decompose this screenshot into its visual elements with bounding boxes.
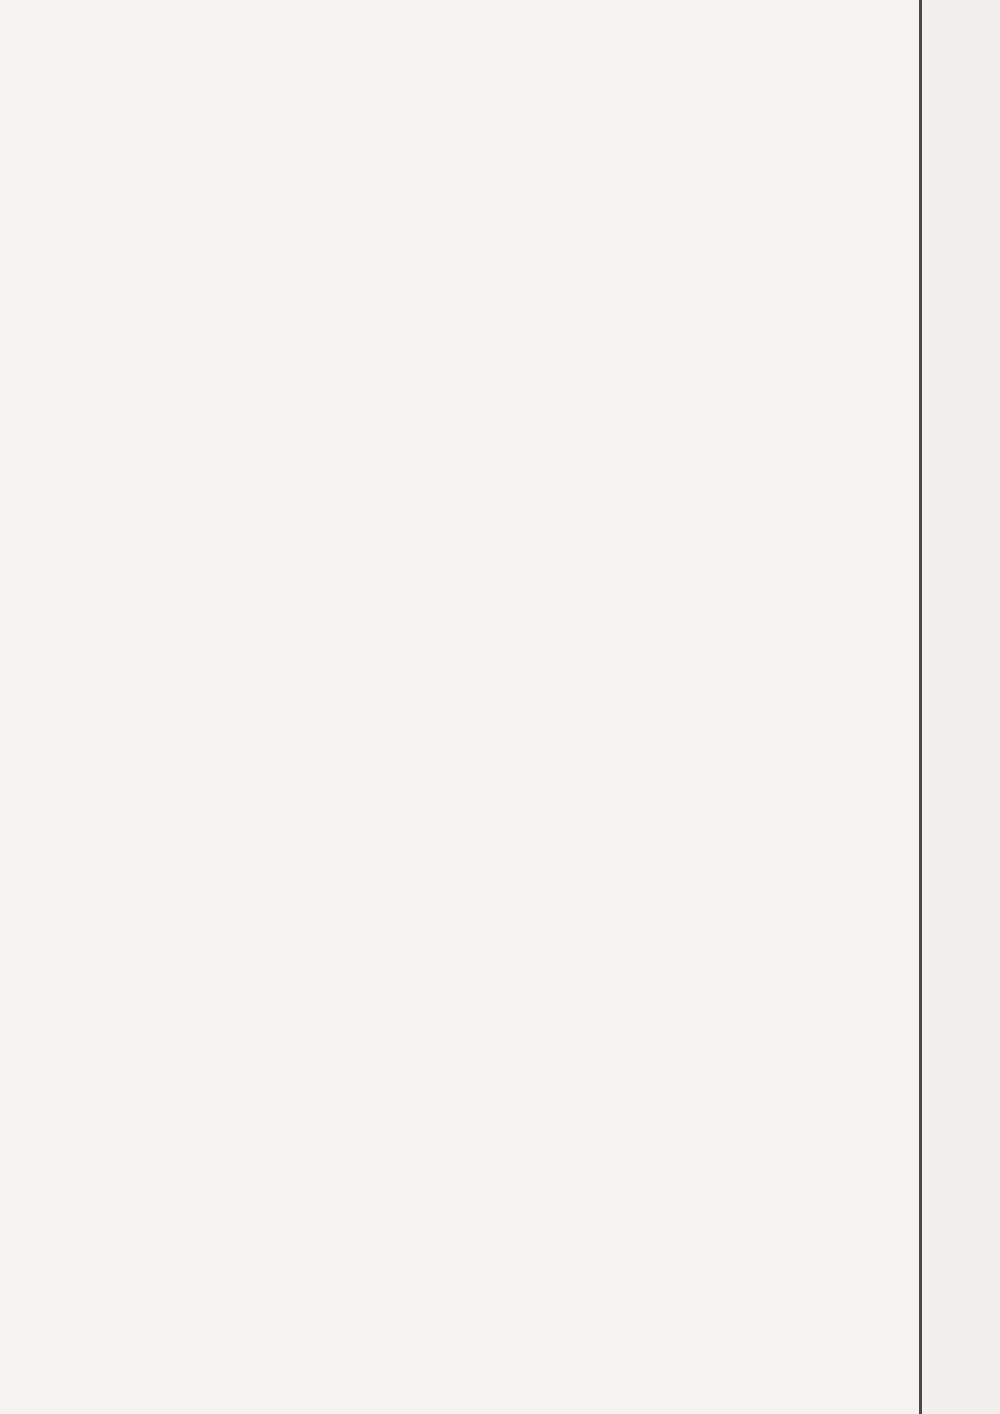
facing-page-edge <box>919 0 1000 1414</box>
